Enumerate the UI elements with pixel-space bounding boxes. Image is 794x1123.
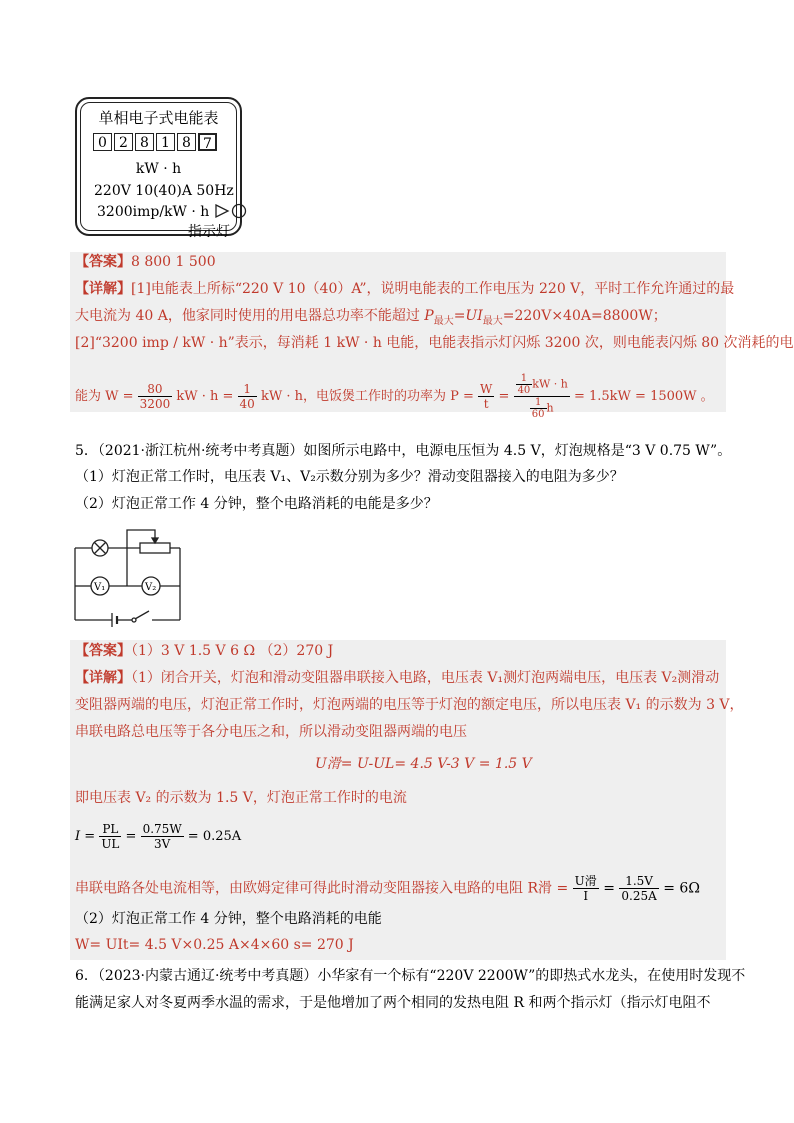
- q4-detail-text: =220V×40A=8800W；: [502, 308, 667, 324]
- eq-text: = 6Ω: [663, 880, 700, 897]
- q5-detail-line-5: [75, 874, 700, 903]
- fraction-num: PL: [99, 822, 121, 837]
- meter-digit: 2: [114, 133, 133, 151]
- fraction: [141, 822, 184, 851]
- circuit-diagram: [72, 522, 184, 630]
- fraction-num: 1: [238, 382, 257, 397]
- meter-digit: 8: [177, 133, 196, 151]
- meter-digit: 1: [156, 133, 175, 151]
- q5-answer: （1）3 V 1.5 V 6 Ω （2）270 J: [131, 643, 334, 659]
- meter-indicator-label: 指示灯: [188, 224, 230, 240]
- fraction-den: 3V: [153, 837, 171, 851]
- fraction-unit: kW · h: [532, 377, 568, 391]
- q4-sub: 最大: [482, 315, 503, 327]
- detail-tag: 【详解】: [75, 281, 131, 297]
- q4-detail-line-4: [75, 373, 714, 420]
- fraction-den: UL: [101, 837, 120, 851]
- q4-answer-line: [75, 252, 216, 272]
- fraction-num: [514, 373, 570, 397]
- meter-title: 单相电子式电能表: [98, 109, 219, 127]
- meter-digit-decimal: 7: [198, 133, 217, 151]
- q5-detail-line-6: （2）灯泡正常工作 4 分钟，整个电路消耗的电能: [75, 911, 382, 927]
- q4-var: P: [424, 308, 434, 324]
- fraction: [573, 874, 599, 903]
- fraction: [619, 874, 658, 903]
- voltmeter-v1-label: V₁: [94, 582, 106, 593]
- q4-detail-text: kW · h =: [176, 389, 234, 404]
- fraction: [530, 397, 547, 420]
- meter-imp-text: 3200imp/kW · h: [97, 204, 210, 220]
- q4-detail-line-2: [75, 306, 667, 332]
- voltmeter-v2-label: V₂: [145, 582, 157, 593]
- q5-detail-line-3: 串联电路总电压等于各分电压之和，所以滑动变阻器两端的电压: [75, 724, 467, 740]
- fraction-den: 40: [239, 397, 255, 411]
- fraction-unit: h: [546, 401, 554, 415]
- q4-detail-line-1: [75, 279, 734, 299]
- q5-detail-line-1: [75, 668, 719, 688]
- q5-answer-line: [75, 641, 333, 661]
- q4-detail-text: 大电流为 40 A，他家同时使用的用电器总功率不能超过: [75, 308, 425, 324]
- meter-imp: [97, 203, 248, 220]
- q4-detail-text: 能为 W =: [75, 389, 134, 404]
- meter-unit: kW · h: [135, 161, 182, 177]
- fraction-den: 40: [517, 385, 531, 396]
- fraction: [138, 382, 173, 411]
- fraction-num: U滑: [574, 874, 597, 888]
- q4-var: =UI: [453, 308, 483, 324]
- q6-stem-1: 6．（2023·内蒙古通辽·统考中考真题）小华家有一个标有“220V 2200W”的即热式水龙头，在使用时发现不: [75, 968, 746, 984]
- fraction-den: 60: [531, 409, 545, 420]
- fraction-den: [514, 397, 570, 420]
- q4-answer: 8 800 1 500: [131, 254, 216, 270]
- compound-fraction: [514, 373, 570, 420]
- q4-detail-text: kW · h，电饭煲工作时的功率为 P =: [260, 389, 474, 404]
- meter-digit: 8: [135, 133, 154, 151]
- fraction: [238, 382, 257, 411]
- q6-stem-2: 能满足家人对冬夏两季水温的需求，于是他增加了两个相同的发热电阻 R 和两个指示灯（指示灯电阻不: [75, 995, 711, 1011]
- q5-equation-2: [75, 822, 241, 851]
- fraction-num: 80: [138, 382, 173, 397]
- eq-text: I =: [75, 829, 96, 844]
- answer-tag: 【答案】: [75, 254, 131, 270]
- detail-tag: 【详解】: [75, 670, 131, 686]
- q4-detail-text: =: [498, 389, 510, 404]
- q5-detail-text: （1）闭合开关，灯泡和滑动变阻器串联接入电路，电压表 V₁测灯泡两端电压，电压表 V₂测滑动: [131, 670, 720, 686]
- eq-text: =: [603, 880, 615, 897]
- fraction-den: 0.25A: [621, 889, 657, 903]
- fraction-num: 1.5V: [619, 874, 658, 889]
- answer-tag: 【答案】: [75, 643, 131, 659]
- q5-equation-4: W= UIt= 4.5 V×0.25 A×4×60 s= 270 J: [75, 937, 354, 953]
- q4-sub: 最大: [433, 315, 454, 327]
- fraction-num: 0.75W: [142, 822, 182, 836]
- electric-meter-figure: [75, 97, 242, 240]
- q4-detail-text: [1]电能表上所标“220 V 10（40）A”，说明电能表的工作电压为 220 V，平时工作允许通过的最: [131, 281, 735, 297]
- meter-digits: [93, 133, 219, 151]
- fraction-den: I: [583, 889, 589, 903]
- q4-detail-text: = 1.5kW = 1500W 。: [573, 389, 714, 404]
- eq-text: =: [125, 829, 137, 844]
- meter-spec: 220V 10(40)A 50Hz: [94, 183, 234, 199]
- eq-text: = 0.25A: [187, 829, 242, 844]
- q5-detail-line-4: 即电压表 V₂ 的示数为 1.5 V，灯泡正常工作时的电流: [75, 790, 407, 806]
- fraction: [478, 382, 494, 411]
- q5-stem-1: 5．（2021·浙江杭州·统考中考真题）如图所示电路中，电源电压恒为 4.5 V，灯泡规格是“3 V 0.75 W”。: [75, 443, 732, 459]
- q5-stem-2: （1）灯泡正常工作时，电压表 V₁、V₂示数分别为多少？滑动变阻器接入的电阻为多少？: [75, 469, 624, 485]
- meter-digit: 0: [93, 133, 112, 151]
- q4-detail-line-3: [2]“3200 imp / kW · h”表示，每消耗 1 kW · h 电能，电能表指示灯闪烁 3200 次，则电能表闪烁 80 次消耗的电: [75, 335, 794, 351]
- q5-detail-line-2: 变阻器两端的电压，灯泡正常工作时，灯泡两端的电压等于灯泡的额定电压，所以电压表 V₁ 的示数为 3 V，: [75, 697, 744, 713]
- fraction-den: 3200: [139, 397, 171, 411]
- indicator-lamp-icon: [214, 203, 248, 219]
- fraction-num: 1: [516, 373, 533, 385]
- q5-detail-text: 串联电路各处电流相等，由欧姆定律可得此时滑动变阻器接入电路的电阻 R滑 =: [75, 880, 569, 897]
- fraction-den: t: [483, 397, 489, 411]
- q5-equation-1: U滑= U-UL= 4.5 V-3 V = 1.5 V: [315, 756, 532, 772]
- q5-stem-3: （2）灯泡正常工作 4 分钟，整个电路消耗的电能是多少？: [75, 496, 438, 512]
- fraction: [516, 373, 533, 396]
- fraction-num: 1: [530, 397, 547, 409]
- fraction-num: W: [480, 382, 493, 396]
- fraction: [99, 822, 121, 851]
